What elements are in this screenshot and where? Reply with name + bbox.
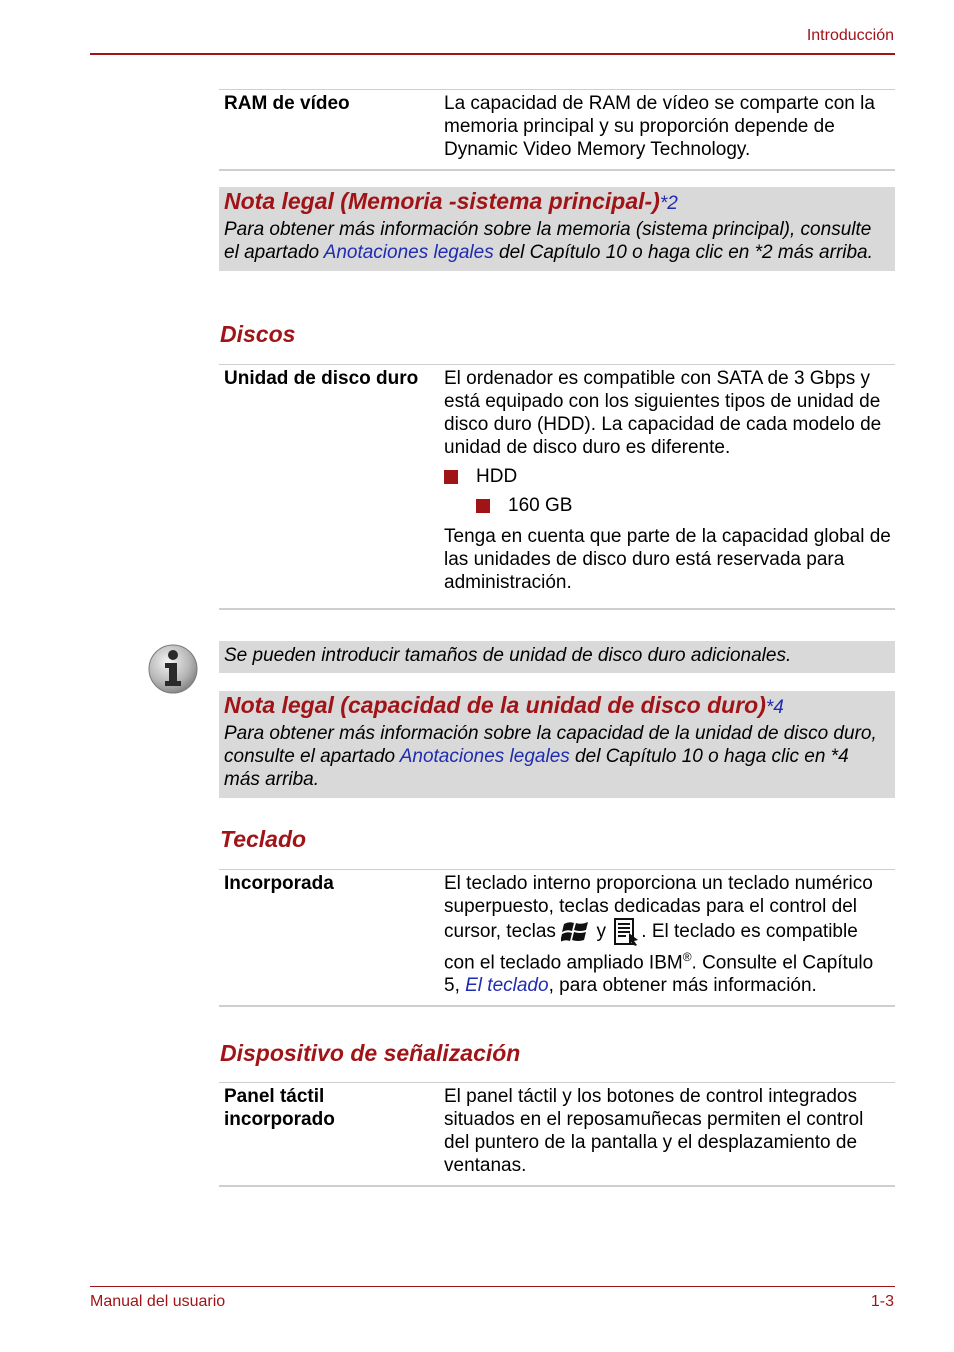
note-title-text: Nota legal (capacidad de la unidad de disco duro) [224, 692, 766, 718]
row-label: Incorporada [224, 873, 334, 894]
footer-manual-title: Manual del usuario [90, 1293, 226, 1310]
info-note: Se pueden introducir tamaños de unidad de disco duro adicionales. [219, 641, 895, 673]
note-text-before: Para obtener más información sobre la memoria (sistema principal), consulte el apartado [224, 219, 872, 263]
note-title-text: Nota legal (Memoria -sistema principal-) [224, 188, 660, 214]
disk-note: Tenga en cuenta que parte de la capacidad global de las unidades de disco duro está reservada para administración. [444, 526, 891, 593]
keyboard-chapter-link[interactable]: El teclado [465, 975, 549, 997]
table-row [219, 365, 895, 608]
keyboard-text-4: , para obtener más información. [548, 975, 817, 997]
keyboard-text-y: y [596, 921, 606, 943]
note-text [224, 722, 889, 791]
keyboard-text-2: . El teclado es compatible con el teclado ampliado IBM [444, 921, 858, 974]
table-row [219, 90, 895, 169]
header-rule [90, 53, 895, 55]
registered-mark: ® [682, 950, 692, 964]
table-row [219, 870, 895, 1005]
disk-description: El ordenador es compatible con SATA de 3 Gbps y está equipado con los siguientes tipos de unidad de disco duro (HDD). La capacidad de cada modelo de unidad de disco duro es diferente. [444, 368, 882, 458]
section-heading-teclado: Teclado [220, 826, 307, 852]
legal-note-memory [219, 187, 895, 271]
row-label: Unidad de disco duro [224, 368, 419, 389]
note-reference-link[interactable]: *4 [765, 697, 784, 718]
keyboard-text-1: El teclado interno proporciona un teclado numérico superpuesto, teclas dedicadas para el control del cursor, teclas [444, 873, 873, 943]
bullet-text: HDD [476, 466, 518, 487]
legal-note-disk [219, 691, 895, 798]
bullet-square-icon [476, 499, 490, 513]
legal-annotations-link[interactable]: Anotaciones legales [323, 242, 494, 263]
ram-table [219, 89, 895, 171]
row-description [444, 872, 895, 997]
section-heading-discos: Discos [220, 321, 296, 347]
bullet-square-icon [444, 470, 458, 484]
application-key-icon [611, 918, 641, 946]
pointing-device-table [219, 1082, 895, 1187]
list-item [444, 465, 891, 488]
page-header-title: Introducción [806, 27, 894, 44]
windows-key-icon [561, 918, 591, 946]
row-label: RAM de vídeo [224, 93, 350, 114]
list-item [476, 494, 891, 517]
row-description: La capacidad de RAM de vídeo se comparte con la memoria principal y su proporción depende de Dynamic Video Memory Technology. [444, 93, 875, 160]
row-label: Panel táctil incorporado [224, 1086, 335, 1130]
page-number: 1-3 [870, 1293, 894, 1310]
row-description: El panel táctil y los botones de control integrados situados en el reposamuñecas permiten el control del puntero de la pantalla y el desplazamiento de ventanas. [444, 1086, 864, 1176]
table-row [219, 1083, 895, 1185]
disk-table [219, 364, 895, 610]
row-description [444, 367, 895, 600]
note-title [224, 187, 889, 218]
legal-annotations-link[interactable]: Anotaciones legales [399, 746, 570, 767]
note-text [224, 218, 889, 264]
note-text-after: del Capítulo 10 o haga clic en *2 más arriba. [493, 242, 873, 263]
keyboard-text-3: . Consulte el Capítulo 5, [444, 952, 874, 997]
note-reference-link[interactable]: *2 [659, 193, 678, 214]
section-heading-dispositivo: Dispositivo de señalización [220, 1040, 521, 1066]
keyboard-table [219, 869, 895, 1007]
info-icon [147, 643, 199, 695]
note-title [224, 691, 889, 722]
note-text-before: Para obtener más información sobre la capacidad de la unidad de disco duro, consulte el apartado [224, 723, 877, 767]
note-text-after: del Capítulo 10 o haga clic en *4 más arriba. [224, 746, 849, 790]
bullet-text: 160 GB [508, 495, 573, 516]
footer-rule [90, 1286, 895, 1287]
